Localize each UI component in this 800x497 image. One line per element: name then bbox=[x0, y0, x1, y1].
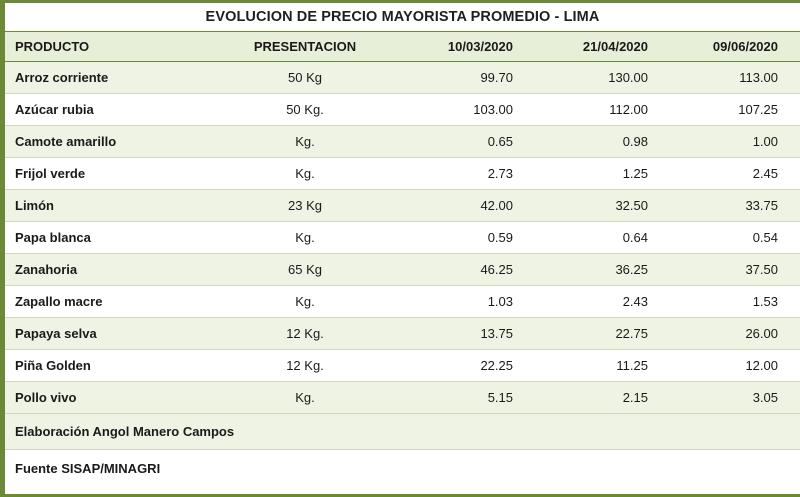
page-title bbox=[5, 3, 800, 31]
cell-producto: Pollo vivo bbox=[5, 382, 215, 414]
cell-presentacion: 50 Kg bbox=[215, 62, 395, 94]
column-header-date-1: 10/03/2020 bbox=[395, 32, 535, 62]
cell-presentacion: Kg. bbox=[215, 126, 395, 158]
cell-price-3: 33.75 bbox=[670, 190, 800, 222]
page-title-text: EVOLUCION DE PRECIO MAYORISTA PROMEDIO - LIMA bbox=[205, 9, 600, 25]
table-row bbox=[5, 158, 800, 190]
cell-presentacion: Kg. bbox=[215, 158, 395, 190]
cell-presentacion: 65 Kg bbox=[215, 254, 395, 286]
table-row bbox=[5, 350, 800, 382]
cell-price-2: 32.50 bbox=[535, 190, 670, 222]
column-header-producto: PRODUCTO bbox=[5, 32, 215, 62]
cell-producto: Arroz corriente bbox=[5, 62, 215, 94]
cell-price-2: 1.25 bbox=[535, 158, 670, 190]
cell-producto: Zanahoria bbox=[5, 254, 215, 286]
cell-price-3: 107.25 bbox=[670, 94, 800, 126]
cell-price-2: 22.75 bbox=[535, 318, 670, 350]
cell-price-3: 2.45 bbox=[670, 158, 800, 190]
table-header bbox=[5, 32, 800, 62]
cell-producto: Limón bbox=[5, 190, 215, 222]
cell-price-2: 112.00 bbox=[535, 94, 670, 126]
cell-price-3: 1.53 bbox=[670, 286, 800, 318]
table-row bbox=[5, 286, 800, 318]
table-row bbox=[5, 126, 800, 158]
table-row bbox=[5, 382, 800, 414]
cell-price-3: 12.00 bbox=[670, 350, 800, 382]
cell-presentacion: 12 Kg. bbox=[215, 350, 395, 382]
cell-presentacion: Kg. bbox=[215, 222, 395, 254]
price-table bbox=[5, 31, 800, 414]
cell-price-2: 130.00 bbox=[535, 62, 670, 94]
cell-price-3: 0.54 bbox=[670, 222, 800, 254]
cell-presentacion: Kg. bbox=[215, 382, 395, 414]
table-row bbox=[5, 94, 800, 126]
cell-price-3: 3.05 bbox=[670, 382, 800, 414]
cell-price-1: 5.15 bbox=[395, 382, 535, 414]
cell-producto: Azúcar rubia bbox=[5, 94, 215, 126]
table-row bbox=[5, 318, 800, 350]
footnotes bbox=[5, 414, 800, 494]
column-header-date-3: 09/06/2020 bbox=[670, 32, 800, 62]
cell-price-3: 37.50 bbox=[670, 254, 800, 286]
elaboration-note: Elaboración Angol Manero Campos bbox=[5, 414, 800, 450]
source-note: Fuente SISAP/MINAGRI bbox=[5, 450, 800, 486]
cell-price-3: 113.00 bbox=[670, 62, 800, 94]
column-header-date-2: 21/04/2020 bbox=[535, 32, 670, 62]
cell-producto: Camote amarillo bbox=[5, 126, 215, 158]
cell-price-1: 0.59 bbox=[395, 222, 535, 254]
cell-producto: Frijol verde bbox=[5, 158, 215, 190]
column-header-presentacion: PRESENTACION bbox=[215, 32, 395, 62]
table-row bbox=[5, 254, 800, 286]
blank-area bbox=[5, 486, 800, 494]
cell-presentacion: 50 Kg. bbox=[215, 94, 395, 126]
cell-price-2: 2.15 bbox=[535, 382, 670, 414]
cell-price-1: 1.03 bbox=[395, 286, 535, 318]
cell-presentacion: 23 Kg bbox=[215, 190, 395, 222]
cell-price-1: 13.75 bbox=[395, 318, 535, 350]
cell-price-1: 0.65 bbox=[395, 126, 535, 158]
cell-producto: Papa blanca bbox=[5, 222, 215, 254]
table-body bbox=[5, 62, 800, 414]
cell-presentacion: Kg. bbox=[215, 286, 395, 318]
cell-price-1: 103.00 bbox=[395, 94, 535, 126]
cell-price-2: 2.43 bbox=[535, 286, 670, 318]
cell-price-2: 0.64 bbox=[535, 222, 670, 254]
cell-price-2: 11.25 bbox=[535, 350, 670, 382]
table-row bbox=[5, 222, 800, 254]
cell-price-1: 22.25 bbox=[395, 350, 535, 382]
table-row bbox=[5, 190, 800, 222]
table-row bbox=[5, 62, 800, 94]
cell-price-1: 99.70 bbox=[395, 62, 535, 94]
cell-producto: Piña Golden bbox=[5, 350, 215, 382]
table-header-row bbox=[5, 32, 800, 62]
cell-price-1: 42.00 bbox=[395, 190, 535, 222]
cell-price-1: 46.25 bbox=[395, 254, 535, 286]
cell-presentacion: 12 Kg. bbox=[215, 318, 395, 350]
cell-price-2: 0.98 bbox=[535, 126, 670, 158]
cell-producto: Papaya selva bbox=[5, 318, 215, 350]
cell-price-3: 1.00 bbox=[670, 126, 800, 158]
cell-price-2: 36.25 bbox=[535, 254, 670, 286]
cell-price-1: 2.73 bbox=[395, 158, 535, 190]
cell-producto: Zapallo macre bbox=[5, 286, 215, 318]
cell-price-3: 26.00 bbox=[670, 318, 800, 350]
